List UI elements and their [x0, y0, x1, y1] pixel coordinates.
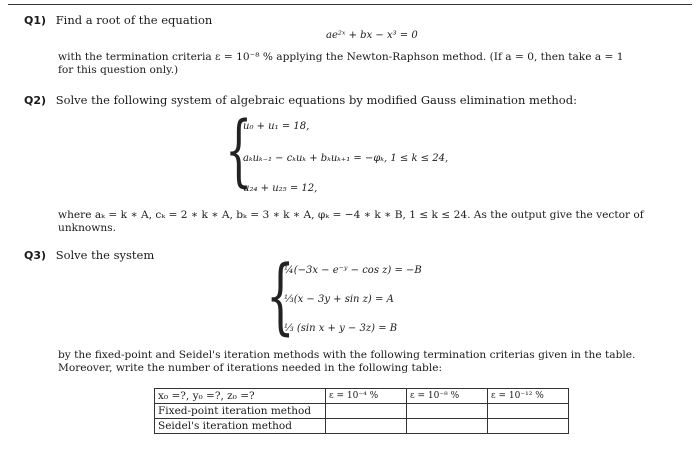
table-cell [326, 419, 407, 434]
table-cell [407, 404, 488, 419]
iterations-table [154, 388, 569, 434]
table-cell: Seidel's iteration method [155, 419, 326, 434]
q1-text: Find a root of the equation [55, 13, 213, 27]
q1-label: Q1) [24, 14, 47, 27]
top-rule [8, 4, 692, 5]
q3-equation-2: ⅓(x − 3y + sin z) = A [284, 294, 394, 305]
q2-equation-3: u₂₄ + u₂₅ = 12, [243, 183, 318, 194]
q3-label: Q3) [24, 249, 47, 262]
table-row [155, 404, 569, 419]
table-header-row [155, 389, 569, 404]
q3-heading [24, 248, 154, 263]
table-cell [488, 419, 569, 434]
table-header-cell: x₀ =?, y₀ =?, z₀ =? [155, 389, 326, 404]
q2-system-brace: { [225, 106, 253, 196]
q1-equation: ae²ˣ + bx − x³ = 0 [326, 30, 418, 41]
q2-heading [24, 93, 577, 108]
table-header-cell: ε = 10⁻⁸ % [407, 389, 488, 404]
table-header-cell: ε = 10⁻⁴ % [326, 389, 407, 404]
q3-text: Solve the system [55, 248, 155, 262]
q3-line-2: Moreover, write the number of iterations needed in the following table: [58, 362, 443, 374]
q3-equation-1: ¼(−3x − e⁻ʸ − cos z) = −B [284, 265, 422, 276]
q2-equation-2: aₖuₖ₋₁ − cₖuₖ + bₖuₖ₊₁ = −φₖ, 1 ≤ k ≤ 24, [243, 153, 449, 164]
table-cell: Fixed-point iteration method [155, 404, 326, 419]
table-cell [488, 404, 569, 419]
q2-label: Q2) [24, 94, 47, 107]
q3-equation-3: ⅓ (sin x + y − 3z) = B [284, 323, 398, 334]
q3-line-1: by the fixed-point and Seidel's iteration methods with the following termination criterias given in the table. [58, 349, 636, 361]
q2-equation-1: u₀ + u₁ = 18, [243, 121, 310, 132]
q1-line-1: with the termination criteria ε = 10⁻⁸ % applying the Newton-Raphson method. (If a = 0, then take a = 1 [58, 51, 624, 63]
q2-line-2: unknowns. [58, 222, 116, 234]
table-row [155, 419, 569, 434]
q1-heading [24, 13, 212, 28]
q2-line-1: where aₖ = k ∗ A, cₖ = 2 ∗ k ∗ A, bₖ = 3 ∗ k ∗ A, φₖ = −4 ∗ k ∗ B, 1 ≤ k ≤ 24. As the output give the vector of [58, 209, 644, 221]
table-cell [326, 404, 407, 419]
q3-system-brace: { [266, 249, 295, 344]
q1-line-2: for this question only.) [58, 64, 179, 76]
table-header-cell: ε = 10⁻¹² % [488, 389, 569, 404]
table-cell [407, 419, 488, 434]
q2-text: Solve the following system of algebraic equations by modified Gauss elimination method: [55, 93, 577, 107]
